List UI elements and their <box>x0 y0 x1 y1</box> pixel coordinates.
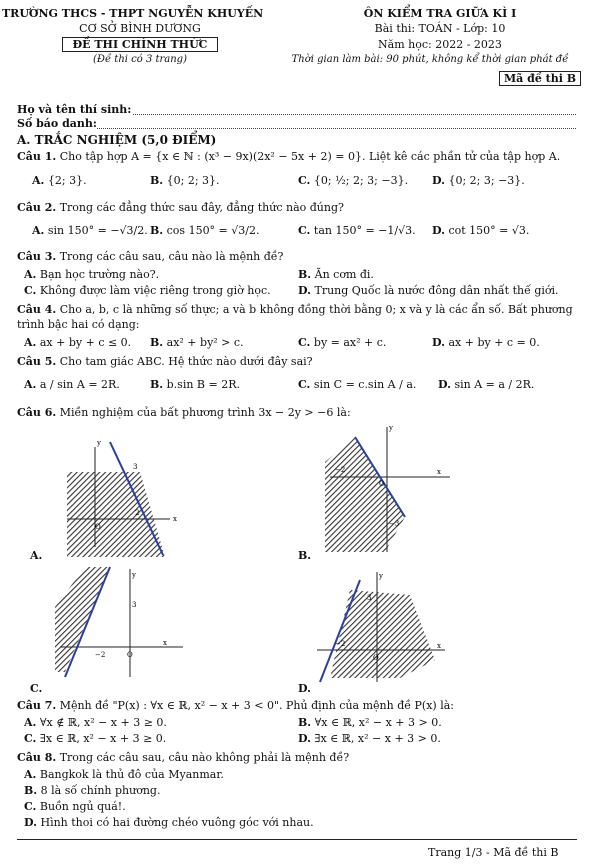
question-2 <box>17 201 344 214</box>
q2-option-b: B. cos 150° = √3/2. <box>150 224 260 237</box>
graph-d-label: D. <box>298 682 311 695</box>
official-badge: ĐỀ THI CHÍNH THỨC <box>62 37 218 52</box>
graph-a-label: A. <box>30 549 43 562</box>
q2-text: Trong các đẳng thức sau đây, đẳng thức nào đúng? <box>59 201 344 214</box>
graph-d-origin: O <box>373 654 379 662</box>
graph-a-x-label: x <box>173 515 177 523</box>
graph-b-origin: O <box>379 480 385 488</box>
graph-c-tick-neg2: −2 <box>95 651 106 659</box>
graph-b-y-label: y <box>389 424 393 432</box>
graph-c-y-label: y <box>132 571 136 579</box>
q2-a-text: sin 150° = −√3/2. <box>47 224 148 237</box>
q4-c-text: by = ax² + c. <box>313 336 387 349</box>
q8-b-text: 8 là số chính phương. <box>40 784 161 797</box>
graph-a-region <box>67 472 165 557</box>
graph-a-origin: O <box>95 523 101 531</box>
q5-b-text: b.sin B = 2R. <box>166 378 240 391</box>
q3-text: Trong các câu sau, câu nào là mệnh đề? <box>59 250 284 263</box>
q7-a-text: ∀x ∉ ℝ, x² − x + 3 ≥ 0. <box>39 716 167 729</box>
campus-name: CƠ SỞ BÌNH DƯƠNG <box>79 22 201 35</box>
q3-b-text: Ăn cơm đi. <box>314 268 374 281</box>
graph-d-region <box>330 590 435 678</box>
q1-b-text: {0; 2; 3}. <box>166 174 220 187</box>
q5-option-b: B. b.sin B = 2R. <box>150 378 240 391</box>
q4-option-a: A. ax + by + c ≤ 0. <box>24 336 132 349</box>
q6-number: Câu 6. <box>17 406 57 419</box>
q2-number: Câu 2. <box>17 201 57 214</box>
q4-text-2: trình bậc hai có dạng: <box>17 318 140 331</box>
q4-number: Câu 4. <box>17 303 57 316</box>
q3-option-a: A. Bạn học trường nào?. <box>24 268 160 281</box>
graph-c <box>55 567 185 682</box>
q5-a-text: a / sin A = 2R. <box>39 378 120 391</box>
q1-d-text: {0; 2; 3; −3}. <box>448 174 525 187</box>
q7-option-b: B. ∀x ∈ ℝ, x² − x + 3 > 0. <box>298 716 442 729</box>
school-year: Năm học: 2022 - 2023 <box>378 38 502 51</box>
question-6 <box>17 406 351 419</box>
q5-option-c: C. sin C = c.sin A / a. <box>298 378 417 391</box>
graph-c-x-label: x <box>163 639 167 647</box>
q1-option-b: B. {0; 2; 3}. <box>150 174 220 187</box>
section-title: A. TRẮC NGHIỆM (5,0 ĐIỂM) <box>17 133 217 147</box>
question-8 <box>17 751 349 764</box>
q2-option-a: A. sin 150° = −√3/2. <box>32 224 148 237</box>
q1-option-a: A. {2; 3}. <box>32 174 87 187</box>
q5-text: Cho tam giác ABC. Hệ thức nào dưới đây sai? <box>59 355 313 368</box>
q7-option-d: D. ∃x ∈ ℝ, x² − x + 3 > 0. <box>298 732 441 745</box>
page-footer: Trang 1/3 - Mã đề thi B <box>428 846 559 859</box>
graph-d-tick-3: 3 <box>367 594 372 602</box>
q3-d-text: Trung Quốc là nước đông dân nhất thế giới. <box>314 284 559 297</box>
q7-b-text: ∀x ∈ ℝ, x² − x + 3 > 0. <box>314 716 442 729</box>
q2-b-text: cos 150° = √3/2. <box>166 224 260 237</box>
q1-text: Cho tập hợp A = {x ∈ ℕ : (x³ − 9x)(2x² − 5x + 2) = 0}. Liệt kê các phần tử của tập hợp A. <box>59 150 561 163</box>
student-name-label: Họ và tên thí sinh: <box>17 103 132 116</box>
q3-option-c: C. Không được làm việc riêng trong giờ học. <box>24 284 271 297</box>
q3-c-text: Không được làm việc riêng trong giờ học. <box>39 284 271 297</box>
graph-a-tick-3: 3 <box>133 463 138 471</box>
graph-d-tick-neg2: −2 <box>335 640 346 648</box>
pages-note: (Đề thi có 3 trang) <box>93 54 187 65</box>
q5-d-text: sin A = a / 2R. <box>454 378 535 391</box>
graph-b <box>325 422 455 557</box>
q4-text-1: Cho a, b, c là những số thực; a và b không đồng thời bằng 0; x và y là các ẩn số. Bất phương <box>59 303 573 316</box>
graph-c-label: C. <box>30 682 43 695</box>
q4-b-text: ax² + by² > c. <box>166 336 244 349</box>
graph-a-y-label: y <box>97 439 101 447</box>
q5-option-a: A. a / sin A = 2R. <box>24 378 120 391</box>
school-name: TRƯỜNG THCS - THPT NGUYỄN KHUYẾN <box>2 7 264 20</box>
graph-a-tick-2: 2 <box>135 509 140 517</box>
question-7 <box>17 699 454 712</box>
student-id-field <box>97 117 576 129</box>
q8-option-d: D. Hình thoi có hai đường chéo vuông góc với nhau. <box>24 816 314 829</box>
q7-option-c: C. ∃x ∈ ℝ, x² − x + 3 ≥ 0. <box>24 732 167 745</box>
q6-text: Miền nghiệm của bất phương trình 3x − 2y > −6 là: <box>59 406 351 419</box>
q4-option-b: B. ax² + by² > c. <box>150 336 244 349</box>
q8-a-text: Bangkok là thủ đô của Myanmar. <box>39 768 224 781</box>
q8-c-text: Buồn ngủ quá!. <box>39 800 126 813</box>
student-name-field <box>133 103 576 115</box>
q7-text: Mệnh đề "P(x) : ∀x ∈ ℝ, x² − x + 3 < 0". Phủ định của mệnh đề P(x) là: <box>59 699 454 712</box>
exam-title: ÔN KIỂM TRA GIỮA KÌ I <box>363 7 517 20</box>
q1-option-c: C. {0; ½; 2; 3; −3}. <box>298 174 409 187</box>
q8-option-b: B. 8 là số chính phương. <box>24 784 161 797</box>
graph-b-tick-neg3: −3 <box>389 520 400 528</box>
graph-d-x-label: x <box>437 642 441 650</box>
graph-a <box>55 437 177 547</box>
exam-code-badge: Mã đề thi B <box>499 71 581 86</box>
q7-number: Câu 7. <box>17 699 57 712</box>
q8-d-text: Hình thoi có hai đường chéo vuông góc với nhau. <box>40 816 314 829</box>
exam-subject: Bài thi: TOÁN - Lớp: 10 <box>374 22 506 35</box>
q1-c-text: {0; ½; 2; 3; −3}. <box>313 174 409 187</box>
q2-c-text: tan 150° = −1/√3. <box>313 224 416 237</box>
q5-option-d: D. sin A = a / 2R. <box>438 378 535 391</box>
q4-option-d: D. ax + by + c = 0. <box>432 336 540 349</box>
q7-c-text: ∃x ∈ ℝ, x² − x + 3 ≥ 0. <box>39 732 167 745</box>
q3-option-d: D. Trung Quốc là nước đông dân nhất thế giới. <box>298 284 559 297</box>
q2-d-text: cot 150° = √3. <box>448 224 530 237</box>
q3-number: Câu 3. <box>17 250 57 263</box>
question-4 <box>17 303 573 316</box>
q4-option-c: C. by = ax² + c. <box>298 336 387 349</box>
question-3 <box>17 250 283 263</box>
graph-d-y-label: y <box>379 572 383 580</box>
q1-number: Câu 1. <box>17 150 57 163</box>
student-id-label: Số báo danh: <box>17 117 97 130</box>
q7-option-a: A. ∀x ∉ ℝ, x² − x + 3 ≥ 0. <box>24 716 167 729</box>
graph-b-label: B. <box>298 549 312 562</box>
q7-d-text: ∃x ∈ ℝ, x² − x + 3 > 0. <box>314 732 441 745</box>
q8-text: Trong các câu sau, câu nào không phải là mệnh đề? <box>59 751 350 764</box>
q3-option-b: B. Ăn cơm đi. <box>298 268 374 281</box>
q8-number: Câu 8. <box>17 751 57 764</box>
q2-option-c: C. tan 150° = −1/√3. <box>298 224 416 237</box>
q5-c-text: sin C = c.sin A / a. <box>313 378 417 391</box>
graph-c-origin: O <box>127 651 133 659</box>
q4-d-text: ax + by + c = 0. <box>448 336 540 349</box>
q3-a-text: Bạn học trường nào?. <box>39 268 160 281</box>
question-5 <box>17 355 313 368</box>
graph-c-tick-3: 3 <box>132 601 137 609</box>
q4-a-text: ax + by + c ≤ 0. <box>39 336 132 349</box>
q1-a-text: {2; 3}. <box>47 174 87 187</box>
q1-option-d: D. {0; 2; 3; −3}. <box>432 174 525 187</box>
q5-number: Câu 5. <box>17 355 57 368</box>
graph-b-tick-neg2: −2 <box>335 466 346 474</box>
exam-time: Thời gian làm bài: 90 phút, không kể thời gian phát đề <box>291 54 569 65</box>
footer-divider <box>17 839 577 840</box>
question-1 <box>17 150 560 163</box>
graph-b-x-label: x <box>437 468 441 476</box>
q8-option-c: C. Buồn ngủ quá!. <box>24 800 126 813</box>
graph-d <box>315 570 455 685</box>
q8-option-a: A. Bangkok là thủ đô của Myanmar. <box>24 768 224 781</box>
q2-option-d: D. cot 150° = √3. <box>432 224 530 237</box>
